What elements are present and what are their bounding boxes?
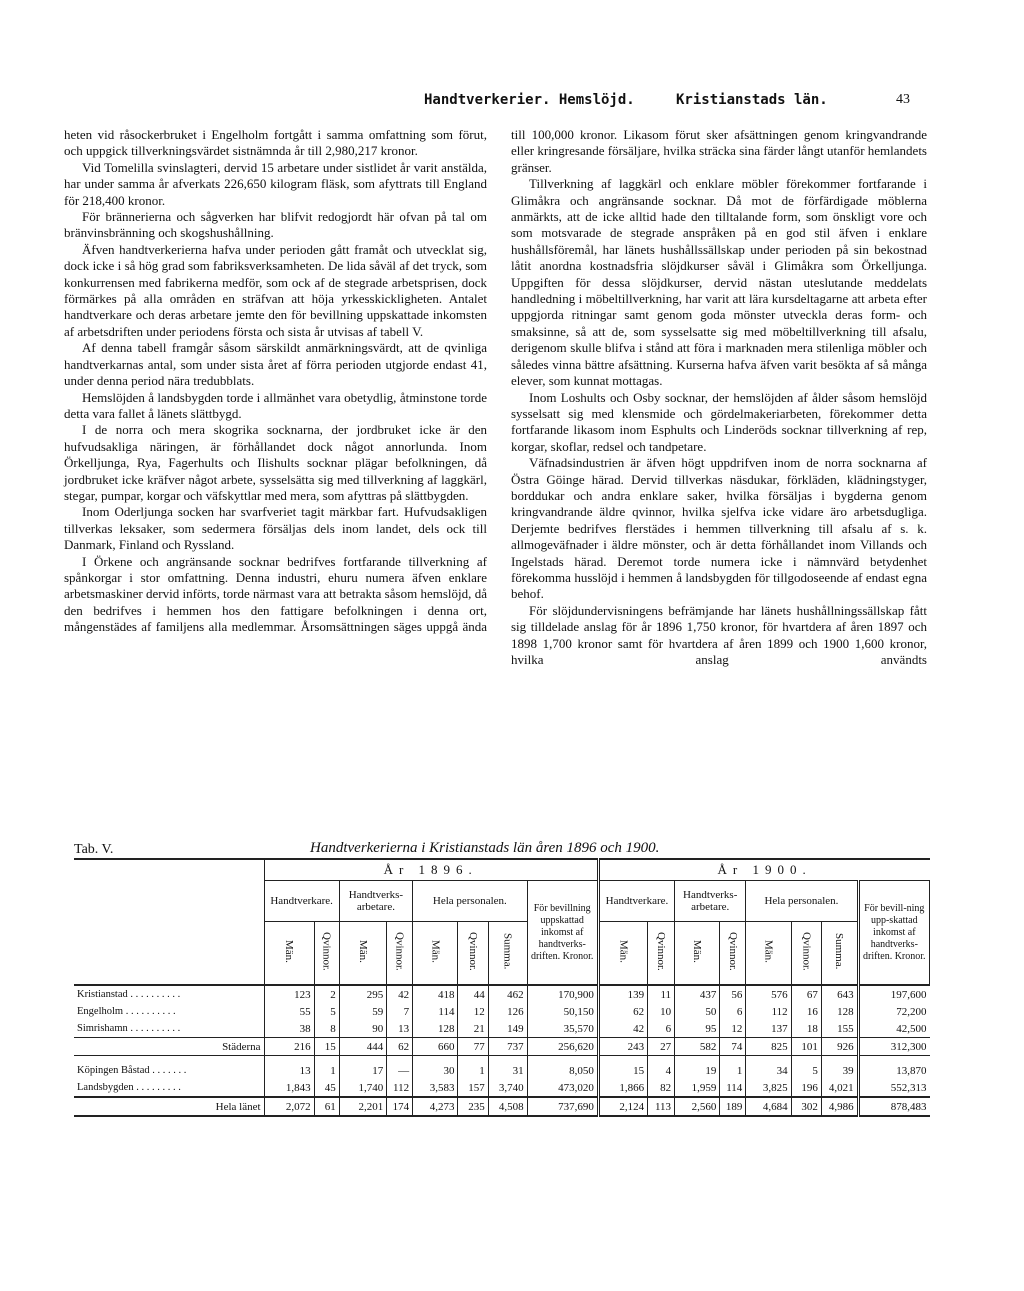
table-cell: 50 (675, 1003, 720, 1020)
table-cell: 74 (720, 1038, 746, 1056)
statistics-table (74, 858, 930, 1117)
table-cell: 825 (746, 1038, 791, 1056)
table-cell: 61 (314, 1097, 339, 1116)
table-cell: 197,600 (858, 985, 929, 1003)
table-cell: 2,560 (675, 1097, 720, 1116)
table-cell: 926 (821, 1038, 858, 1056)
table-cell: 418 (413, 985, 458, 1003)
paragraph: I Örkene och angränsande socknar bedrifves fortfarande tillverkning af spånkorgar i stor omfattning. Denna industri, ehuru numera äfven enklare arbetsmaskiner dervid införts, torde närmast vara att betrakta såsom hemslöjd, då den bedrifves i hemmen hos den fattigare befolkningen i denna ort, mångenstädes af familjens alla medlemmar. Årsomsättningen säges uppgå ända (64, 553, 487, 635)
table-cell: 19 (675, 1062, 720, 1079)
paragraph: till 100,000 kronor. Likasom förut sker afsättningen genom kringvandrande eller kringresande försäljare, hvilka sträcka sina färder långt utanför hemlandets gränser. (511, 127, 927, 175)
paragraph: Af denna tabell framgår såsom särskildt anmärkningsvärdt, att de qvinliga handtverkarnas antal, som under sista året af förra perioden utgjorde endast 41, under denna period nära tredubblats. (64, 340, 487, 389)
row-label: Köpingen Båstad . . . . . . . (77, 1065, 187, 1076)
table-cell: 12 (458, 1003, 488, 1020)
paragraph: Äfven handtverkerierna hafva under perioden gått framåt och utvecklat sig, dock icke i så hög grad som fabriksverksamheten. De lida såväl af det tryck, som konkurrensen med fabrikerna medför, som ock af de stegrade arbetsprisen, dock förmärkes på alla områden en sträfvan att höja yrkesskickligheten. Antalet handtverkare och deras arbetare jemte den för bevillning uppskattade inkomsten af arbetsdriften under periodens första och sista år utvisas af tabell V. (64, 241, 487, 339)
table-cell: 312,300 (858, 1038, 929, 1056)
table-cell: 737,690 (527, 1097, 598, 1116)
paragraph: Väfnadsindustrien är äfven högt uppdrifven inom de norra socknarna af Östra Göinge härad. Dervid tillverkas näsdukar, förkläden, klädningstyger, borddukar och andra enklare saker, hvilka försäljas i bygderna genom kringvandrande äldre qvinnor, hvilka sjelfva icke vidare äro arbetsdugliga. Derjemte bedrifves flerstädes i hemmen tillverkning till afsalu af s. k. allmogeväfnader i äldre mönster, och är detta förhållandet inom Villands och Ingelstads härad. Deremot torde numera icke i nämnvärd betydenhet förekomma husslöjd i hemmen å landsbygden för tillgodoseende af endast egna behof. (511, 455, 927, 602)
table-cell: 157 (458, 1079, 488, 1097)
paragraph: heten vid råsockerbruket i Engelholm fortgått i samma omfattning som förut, och uppgick tillverkningsvärdet sistnämnda år till 2,980,217 kronor. (64, 127, 487, 159)
table-cell: 1,866 (598, 1079, 647, 1097)
table-cell: 77 (458, 1038, 488, 1056)
table-cell: 473,020 (527, 1079, 598, 1097)
table-cell: 139 (598, 985, 647, 1003)
table-cell: 582 (675, 1038, 720, 1056)
group-inkomst: För bevillning uppskattad inkomst af handtverks-driften. Kronor. (527, 881, 598, 986)
left-text-column (64, 127, 487, 636)
table-cell: 15 (598, 1062, 647, 1079)
sub-summa: Summa. (501, 933, 514, 970)
table-cell: 123 (264, 985, 314, 1003)
table-label: Tab. V. (74, 842, 114, 857)
header-title: Handtverkerier. Hemslöjd. (424, 92, 635, 108)
table-cell: 13 (264, 1062, 314, 1079)
table-cell: — (387, 1062, 413, 1079)
paragraph: För slöjdundervisningens befrämjande har länets hushållningssällskap fått sig tilldelade anslag för år 1896 1,750 kronor, för hvartdera af åren 1897 och 1898 1,700 kronor samt för hvartdera af åren 1899 och 1900 1,600 kronor, hvilka anslag användts (511, 602, 927, 667)
table-cell: 35,570 (527, 1020, 598, 1038)
table-cell: 82 (648, 1079, 675, 1097)
table-cell: 170,900 (527, 985, 598, 1003)
paragraph: Inom Oderljunga socken har svarfveriet tagit märkbar fart. Hufvudsakligen tillverkas leksaker, som sedermera försäljas dels inom landet, dels ock till Danmark, Finland och Ryssland. (64, 504, 487, 553)
row-label: Landsbygden . . . . . . . . . (77, 1082, 181, 1093)
table-cell: 4,508 (488, 1097, 527, 1116)
table-cell: 2,201 (339, 1097, 387, 1116)
table-cell: 174 (387, 1097, 413, 1116)
table-cell: 18 (791, 1020, 821, 1038)
table-row (74, 1062, 930, 1079)
table-cell: 2 (314, 985, 339, 1003)
table-cell: 5 (791, 1062, 821, 1079)
paragraph: I de norra och mera skogrika socknarna, der jordbruket icke är den hufvudsakliga näringen, är förhållandet dock något annorlunda. Inom Örkelljunga, Rya, Fagerhults och Ilishults socknar plägar befolkningen, då jordbruket icke kräfver något arbete, sysselsätta sig med tillverkning af laggkärl, stegar, pumpar, korgar och väfskyttlar med mera, som afyttras på slättbygden. (64, 422, 487, 503)
table-cell: 235 (458, 1097, 488, 1116)
table-cell: 1 (720, 1062, 746, 1079)
row-label: Hela länet (74, 1097, 264, 1116)
table-cell: 16 (791, 1003, 821, 1020)
table-cell: 5 (314, 1003, 339, 1020)
year-1900: År 1900. (598, 859, 929, 881)
table-cell: 17 (339, 1062, 387, 1079)
sub-qvinnor: Qvinnor. (726, 932, 739, 971)
table-cell: 1,740 (339, 1079, 387, 1097)
running-header (0, 92, 1024, 114)
table-cell: 1 (314, 1062, 339, 1079)
table-cell: 62 (598, 1003, 647, 1020)
table-cell: 196 (791, 1079, 821, 1097)
group-personalen: Hela personalen. (746, 881, 858, 922)
group-inkomst: För bevill-ning upp-skattad inkomst af handtverks-driften. Kronor. (858, 881, 929, 986)
sub-header-row (74, 922, 930, 986)
table-cell: 55 (264, 1003, 314, 1020)
table-cell: 90 (339, 1020, 387, 1038)
table-cell: 643 (821, 985, 858, 1003)
table-cell: 8 (314, 1020, 339, 1038)
row-label: Engelholm . . . . . . . . . . (77, 1006, 176, 1017)
table-cell: 95 (675, 1020, 720, 1038)
table-cell: 302 (791, 1097, 821, 1116)
paragraph: För brännerierna och sågverken har blifvit redogjordt här ofvan på tal om bränvinsbränning och skogshushållning. (64, 209, 487, 241)
table-cell: 42 (598, 1020, 647, 1038)
group-handtverkare: Handtverkare. (264, 881, 339, 922)
table-cell: 3,740 (488, 1079, 527, 1097)
table-cell: 7 (387, 1003, 413, 1020)
table-cell: 114 (720, 1079, 746, 1097)
table-cell: 552,313 (858, 1079, 929, 1097)
sub-qvinnor: Qvinnor. (655, 932, 668, 971)
table-cell: 1,843 (264, 1079, 314, 1097)
sub-qvinnor: Qvinnor. (320, 932, 333, 971)
sub-summa: Summa. (833, 933, 846, 970)
table-cell: 34 (746, 1062, 791, 1079)
table-cell: 44 (458, 985, 488, 1003)
table-cell: 59 (339, 1003, 387, 1020)
year-1896: År 1896. (264, 859, 598, 881)
sub-man: Män. (617, 940, 630, 963)
table-cell: 39 (821, 1062, 858, 1079)
sub-man: Män. (429, 940, 442, 963)
page-number: 43 (896, 92, 910, 107)
table-cell: 6 (648, 1020, 675, 1038)
table-cell: 45 (314, 1079, 339, 1097)
table-cell: 737 (488, 1038, 527, 1056)
table-cell: 10 (648, 1003, 675, 1020)
sub-qvinnor: Qvinnor. (393, 932, 406, 971)
table-cell: 114 (413, 1003, 458, 1020)
table-cell: 31 (488, 1062, 527, 1079)
table-cell: 216 (264, 1038, 314, 1056)
table-caption: Handtverkerierna i Kristianstads län åren 1896 och 1900. (310, 840, 660, 856)
table-cell: 3,583 (413, 1079, 458, 1097)
table-cell: 72,200 (858, 1003, 929, 1020)
table-cell: 50,150 (527, 1003, 598, 1020)
table-cell: 112 (387, 1079, 413, 1097)
sub-man: Män. (283, 940, 296, 963)
header-region: Kristianstads län. (676, 92, 828, 108)
table-cell: 4 (648, 1062, 675, 1079)
table-cell: 13 (387, 1020, 413, 1038)
table-cell: 12 (720, 1020, 746, 1038)
table-cell: 128 (413, 1020, 458, 1038)
table-cell: 62 (387, 1038, 413, 1056)
table-row (74, 1003, 930, 1020)
table-cell: 128 (821, 1003, 858, 1020)
paragraph: Inom Loshults och Osby socknar, der hemslöjden af ålder såsom hemslöjd sysselsatt sig med klensmide och gördelmakeriarbeten, förekommer detta fortfarande likasom inom Esphults och Linderöds socknar tillverkning af rep, korgar, skoflar, redsel och tandpetare. (511, 389, 927, 454)
table-cell: 1,959 (675, 1079, 720, 1097)
group-header-row (74, 881, 930, 922)
paragraph: Vid Tomelilla svinslagteri, dervid 15 arbetare under sistlidet år varit anstälda, har under samma år afverkats 226,650 kilogram fläsk, som afyttrats till England för 218,400 kronor. (64, 159, 487, 208)
table-cell: 149 (488, 1020, 527, 1038)
sub-qvinnor: Qvinnor. (467, 932, 480, 971)
table-cell: 137 (746, 1020, 791, 1038)
table-cell: 38 (264, 1020, 314, 1038)
table-cell: 4,021 (821, 1079, 858, 1097)
sub-man: Män. (356, 940, 369, 963)
table-cell: 444 (339, 1038, 387, 1056)
table-cell: 67 (791, 985, 821, 1003)
table-row (74, 1097, 930, 1116)
table-cell: 13,870 (858, 1062, 929, 1079)
table-cell: 4,273 (413, 1097, 458, 1116)
group-handtverkare: Handtverkare. (598, 881, 674, 922)
row-label: Kristianstad . . . . . . . . . . (74, 985, 264, 1003)
table-cell: 4,684 (746, 1097, 791, 1116)
right-text-column (511, 127, 927, 668)
row-label: Simrishamn . . . . . . . . . . (77, 1023, 181, 1034)
table-cell: 11 (648, 985, 675, 1003)
table-cell: 243 (598, 1038, 647, 1056)
table-cell: 189 (720, 1097, 746, 1116)
table-cell: 42 (387, 985, 413, 1003)
table-cell: 660 (413, 1038, 458, 1056)
table-cell: 437 (675, 985, 720, 1003)
table-cell: 113 (648, 1097, 675, 1116)
table-cell: 27 (648, 1038, 675, 1056)
year-header-row (74, 859, 930, 881)
table-cell: 112 (746, 1003, 791, 1020)
table-row (74, 1038, 930, 1056)
table-cell: 4,986 (821, 1097, 858, 1116)
table-cell: 3,825 (746, 1079, 791, 1097)
table-cell: 6 (720, 1003, 746, 1020)
table-cell: 2,072 (264, 1097, 314, 1116)
sub-man: Män. (691, 940, 704, 963)
table-cell: 256,620 (527, 1038, 598, 1056)
table-cell: 56 (720, 985, 746, 1003)
row-label: Städerna (74, 1038, 264, 1056)
table-cell: 2,124 (598, 1097, 647, 1116)
table-cell: 126 (488, 1003, 527, 1020)
group-personalen: Hela personalen. (413, 881, 527, 922)
group-arbetare: Handtverks-arbetare. (675, 881, 746, 922)
table-cell: 30 (413, 1062, 458, 1079)
table-cell: 155 (821, 1020, 858, 1038)
table-cell: 15 (314, 1038, 339, 1056)
table-cell: 21 (458, 1020, 488, 1038)
table-cell: 576 (746, 985, 791, 1003)
table-cell: 42,500 (858, 1020, 929, 1038)
paragraph: Hemslöjden å landsbygden torde i allmänhet vara obetydlig, åtminstone torde detta vara fallet å länets slättbygd. (64, 389, 487, 421)
paragraph: Tillverkning af laggkärl och enklare möbler förekommer fortfarande i Glimåkra och angränsande socknar. Då mot de förfärdigade möblerna anmärkts, att de icke alltid hade den tilltalande form, som önskligt vore och som motsvarade de stegrade anspråken på en god stil äfven i enklare hushållsföremål, har länets hushållssällskap under perioden på sin bekostnad låtit anordna kostnadsfria slöjdkurser såväl i Glimåkra som Örkelljunga. Uppgiften för dessa slöjdkurser, dervid nästan uteslutande meddelats handledning i möbeltillverkning, har varit att lära kursdeltagarne att arbeta efter uppgjorda ritningar samt genom goda mönster utveckla deras form- och smaksinne, så att de, som sysselsatte sig med möbeltillverkning till afsalu, derigenom skulle blifva i stånd att föra i marknaden mera stilenliga möbler och således vinna bättre afsättning. Kurserna hafva äfven varit besökta af så många elever, som kunnat mottagas. (511, 176, 927, 389)
table-cell: 101 (791, 1038, 821, 1056)
table-cell: 462 (488, 985, 527, 1003)
group-arbetare: Handtverks-arbetare. (339, 881, 412, 922)
sub-qvinnor: Qvinnor. (800, 932, 813, 971)
table-row (74, 1020, 930, 1038)
table-row (74, 985, 930, 1003)
table-cell: 8,050 (527, 1062, 598, 1079)
table-row (74, 1079, 930, 1097)
table-cell: 295 (339, 985, 387, 1003)
table-cell: 878,483 (858, 1097, 929, 1116)
table-cell: 1 (458, 1062, 488, 1079)
sub-man: Män. (762, 940, 775, 963)
